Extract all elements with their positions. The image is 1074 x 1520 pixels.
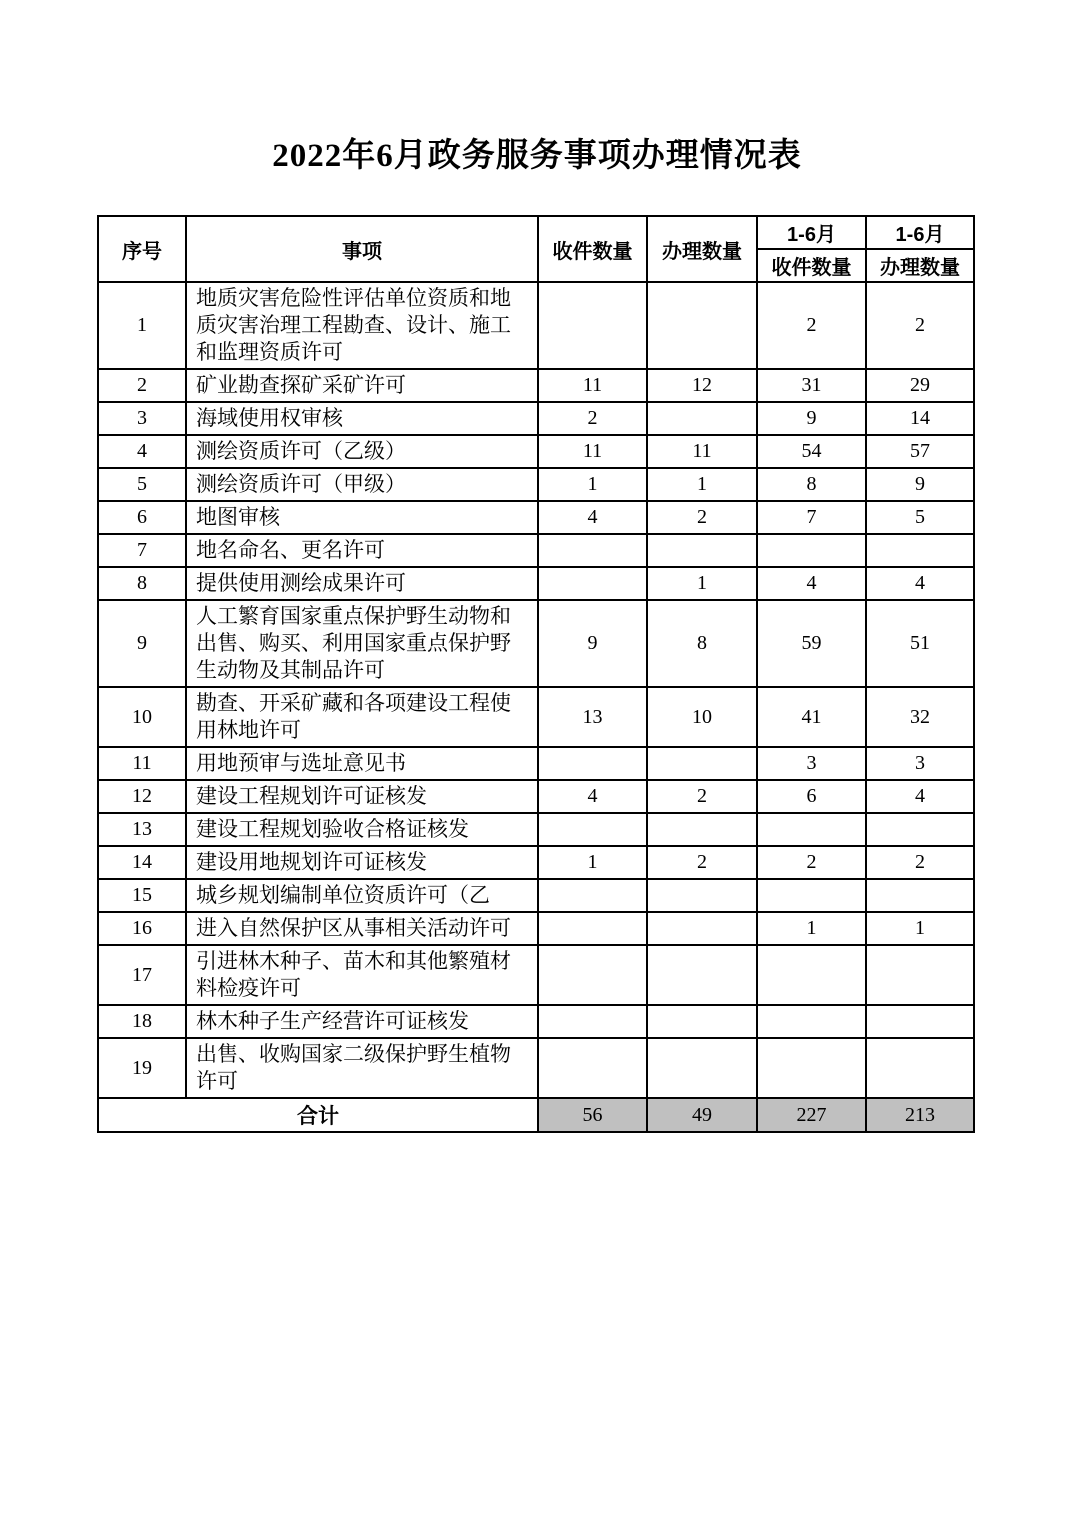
serial-cell: 14 [98,846,186,879]
table-row [98,501,974,534]
processed-cell: 8 [647,600,757,687]
ytd-received-cell: 7 [757,501,866,534]
processed-cell: 10 [647,687,757,747]
item-cell: 出售、收购国家二级保护野生植物许可 [186,1038,538,1098]
header-row-1 [98,216,974,249]
ytd-received-cell [757,1038,866,1098]
ytd-received-cell: 6 [757,780,866,813]
item-cell: 地图审核 [186,501,538,534]
serial-cell: 3 [98,402,186,435]
table-row [98,402,974,435]
processed-cell [647,534,757,567]
table-row [98,687,974,747]
item-cell: 矿业勘查探矿采矿许可 [186,369,538,402]
serial-cell: 11 [98,747,186,780]
ytd-received-cell: 8 [757,468,866,501]
received-cell [538,567,647,600]
table-row [98,600,974,687]
processed-cell [647,945,757,1005]
item-cell: 建设用地规划许可证核发 [186,846,538,879]
ytd-processed-cell: 1 [866,912,974,945]
table-row [98,879,974,912]
table-row [98,282,974,369]
ytd-received-cell: 31 [757,369,866,402]
ytd-received-cell: 59 [757,600,866,687]
received-cell [538,813,647,846]
header-period-processed: 办理数量 [866,249,974,282]
processed-cell [647,402,757,435]
item-cell: 提供使用测绘成果许可 [186,567,538,600]
table-row [98,945,974,1005]
received-cell [538,747,647,780]
table-row [98,813,974,846]
ytd-received-cell [757,813,866,846]
received-cell [538,1038,647,1098]
received-cell [538,912,647,945]
table-row [98,369,974,402]
table-row [98,435,974,468]
received-cell: 11 [538,369,647,402]
processed-cell [647,912,757,945]
received-cell: 13 [538,687,647,747]
total-row [98,1098,974,1132]
serial-cell: 18 [98,1005,186,1038]
received-cell [538,282,647,369]
processed-cell: 2 [647,846,757,879]
item-cell: 建设工程规划许可证核发 [186,780,538,813]
ytd-processed-cell: 3 [866,747,974,780]
ytd-received-cell: 9 [757,402,866,435]
table-row [98,846,974,879]
received-cell: 9 [538,600,647,687]
serial-cell: 9 [98,600,186,687]
received-cell: 11 [538,435,647,468]
item-cell: 地名命名、更名许可 [186,534,538,567]
table-row [98,747,974,780]
item-cell: 进入自然保护区从事相关活动许可 [186,912,538,945]
page-title: 2022年6月政务服务事项办理情况表 [272,138,802,174]
total-ytd-received-cell: 227 [757,1098,866,1132]
received-cell [538,534,647,567]
processed-cell: 1 [647,468,757,501]
ytd-processed-cell: 29 [866,369,974,402]
received-cell: 2 [538,402,647,435]
total-label-cell: 合计 [98,1098,538,1132]
item-cell: 测绘资质许可（乙级） [186,435,538,468]
serial-cell: 10 [98,687,186,747]
service-items-table [97,215,975,1133]
processed-cell [647,1038,757,1098]
ytd-received-cell: 41 [757,687,866,747]
item-cell: 林木种子生产经营许可证核发 [186,1005,538,1038]
processed-cell [647,813,757,846]
processed-cell: 2 [647,780,757,813]
ytd-processed-cell: 4 [866,567,974,600]
ytd-received-cell: 2 [757,846,866,879]
serial-cell: 19 [98,1038,186,1098]
serial-cell: 7 [98,534,186,567]
received-cell: 1 [538,846,647,879]
table-row [98,912,974,945]
serial-cell: 8 [98,567,186,600]
ytd-received-cell [757,1005,866,1038]
ytd-processed-cell [866,813,974,846]
ytd-received-cell: 54 [757,435,866,468]
serial-cell: 13 [98,813,186,846]
ytd-processed-cell: 14 [866,402,974,435]
item-cell: 用地预审与选址意见书 [186,747,538,780]
table-row [98,534,974,567]
ytd-received-cell: 2 [757,282,866,369]
received-cell [538,879,647,912]
table-body [98,282,974,1132]
item-cell: 建设工程规划验收合格证核发 [186,813,538,846]
ytd-processed-cell: 4 [866,780,974,813]
item-cell: 测绘资质许可（甲级） [186,468,538,501]
ytd-received-cell [757,534,866,567]
ytd-processed-cell [866,945,974,1005]
ytd-processed-cell [866,534,974,567]
processed-cell [647,747,757,780]
ytd-processed-cell [866,1038,974,1098]
item-cell: 海域使用权审核 [186,402,538,435]
total-received-cell: 56 [538,1098,647,1132]
processed-cell [647,879,757,912]
processed-cell: 2 [647,501,757,534]
received-cell: 4 [538,501,647,534]
header-processed: 办理数量 [647,216,757,282]
processed-cell: 11 [647,435,757,468]
serial-cell: 15 [98,879,186,912]
serial-cell: 12 [98,780,186,813]
processed-cell: 12 [647,369,757,402]
serial-cell: 16 [98,912,186,945]
table-row [98,567,974,600]
table-row [98,468,974,501]
ytd-received-cell: 1 [757,912,866,945]
serial-cell: 6 [98,501,186,534]
header-period-received-top: 1-6月 [757,216,866,249]
header-received: 收件数量 [538,216,647,282]
table-row [98,780,974,813]
header-period-processed-top: 1-6月 [866,216,974,249]
ytd-received-cell [757,879,866,912]
received-cell: 4 [538,780,647,813]
serial-cell: 17 [98,945,186,1005]
ytd-received-cell [757,945,866,1005]
processed-cell [647,282,757,369]
processed-cell: 1 [647,567,757,600]
received-cell [538,1005,647,1038]
ytd-received-cell: 4 [757,567,866,600]
total-ytd-processed-cell: 213 [866,1098,974,1132]
ytd-processed-cell: 57 [866,435,974,468]
serial-cell: 1 [98,282,186,369]
ytd-received-cell: 3 [757,747,866,780]
item-cell: 勘查、开采矿藏和各项建设工程使用林地许可 [186,687,538,747]
serial-cell: 4 [98,435,186,468]
serial-cell: 5 [98,468,186,501]
ytd-processed-cell: 9 [866,468,974,501]
received-cell [538,945,647,1005]
ytd-processed-cell: 51 [866,600,974,687]
item-cell: 引进林木种子、苗木和其他繁殖材料检疫许可 [186,945,538,1005]
ytd-processed-cell: 32 [866,687,974,747]
total-processed-cell: 49 [647,1098,757,1132]
item-cell: 城乡规划编制单位资质许可（乙 [186,879,538,912]
serial-cell: 2 [98,369,186,402]
table-header [98,216,974,282]
processed-cell [647,1005,757,1038]
header-period-received: 收件数量 [757,249,866,282]
table-row [98,1005,974,1038]
ytd-processed-cell: 5 [866,501,974,534]
table-row [98,1038,974,1098]
received-cell: 1 [538,468,647,501]
item-cell: 地质灾害危险性评估单位资质和地质灾害治理工程勘查、设计、施工和监理资质许可 [186,282,538,369]
header-item: 事项 [186,216,538,282]
ytd-processed-cell: 2 [866,846,974,879]
ytd-processed-cell [866,1005,974,1038]
ytd-processed-cell: 2 [866,282,974,369]
item-cell: 人工繁育国家重点保护野生动物和出售、购买、利用国家重点保护野生动物及其制品许可 [186,600,538,687]
header-serial: 序号 [98,216,186,282]
ytd-processed-cell [866,879,974,912]
